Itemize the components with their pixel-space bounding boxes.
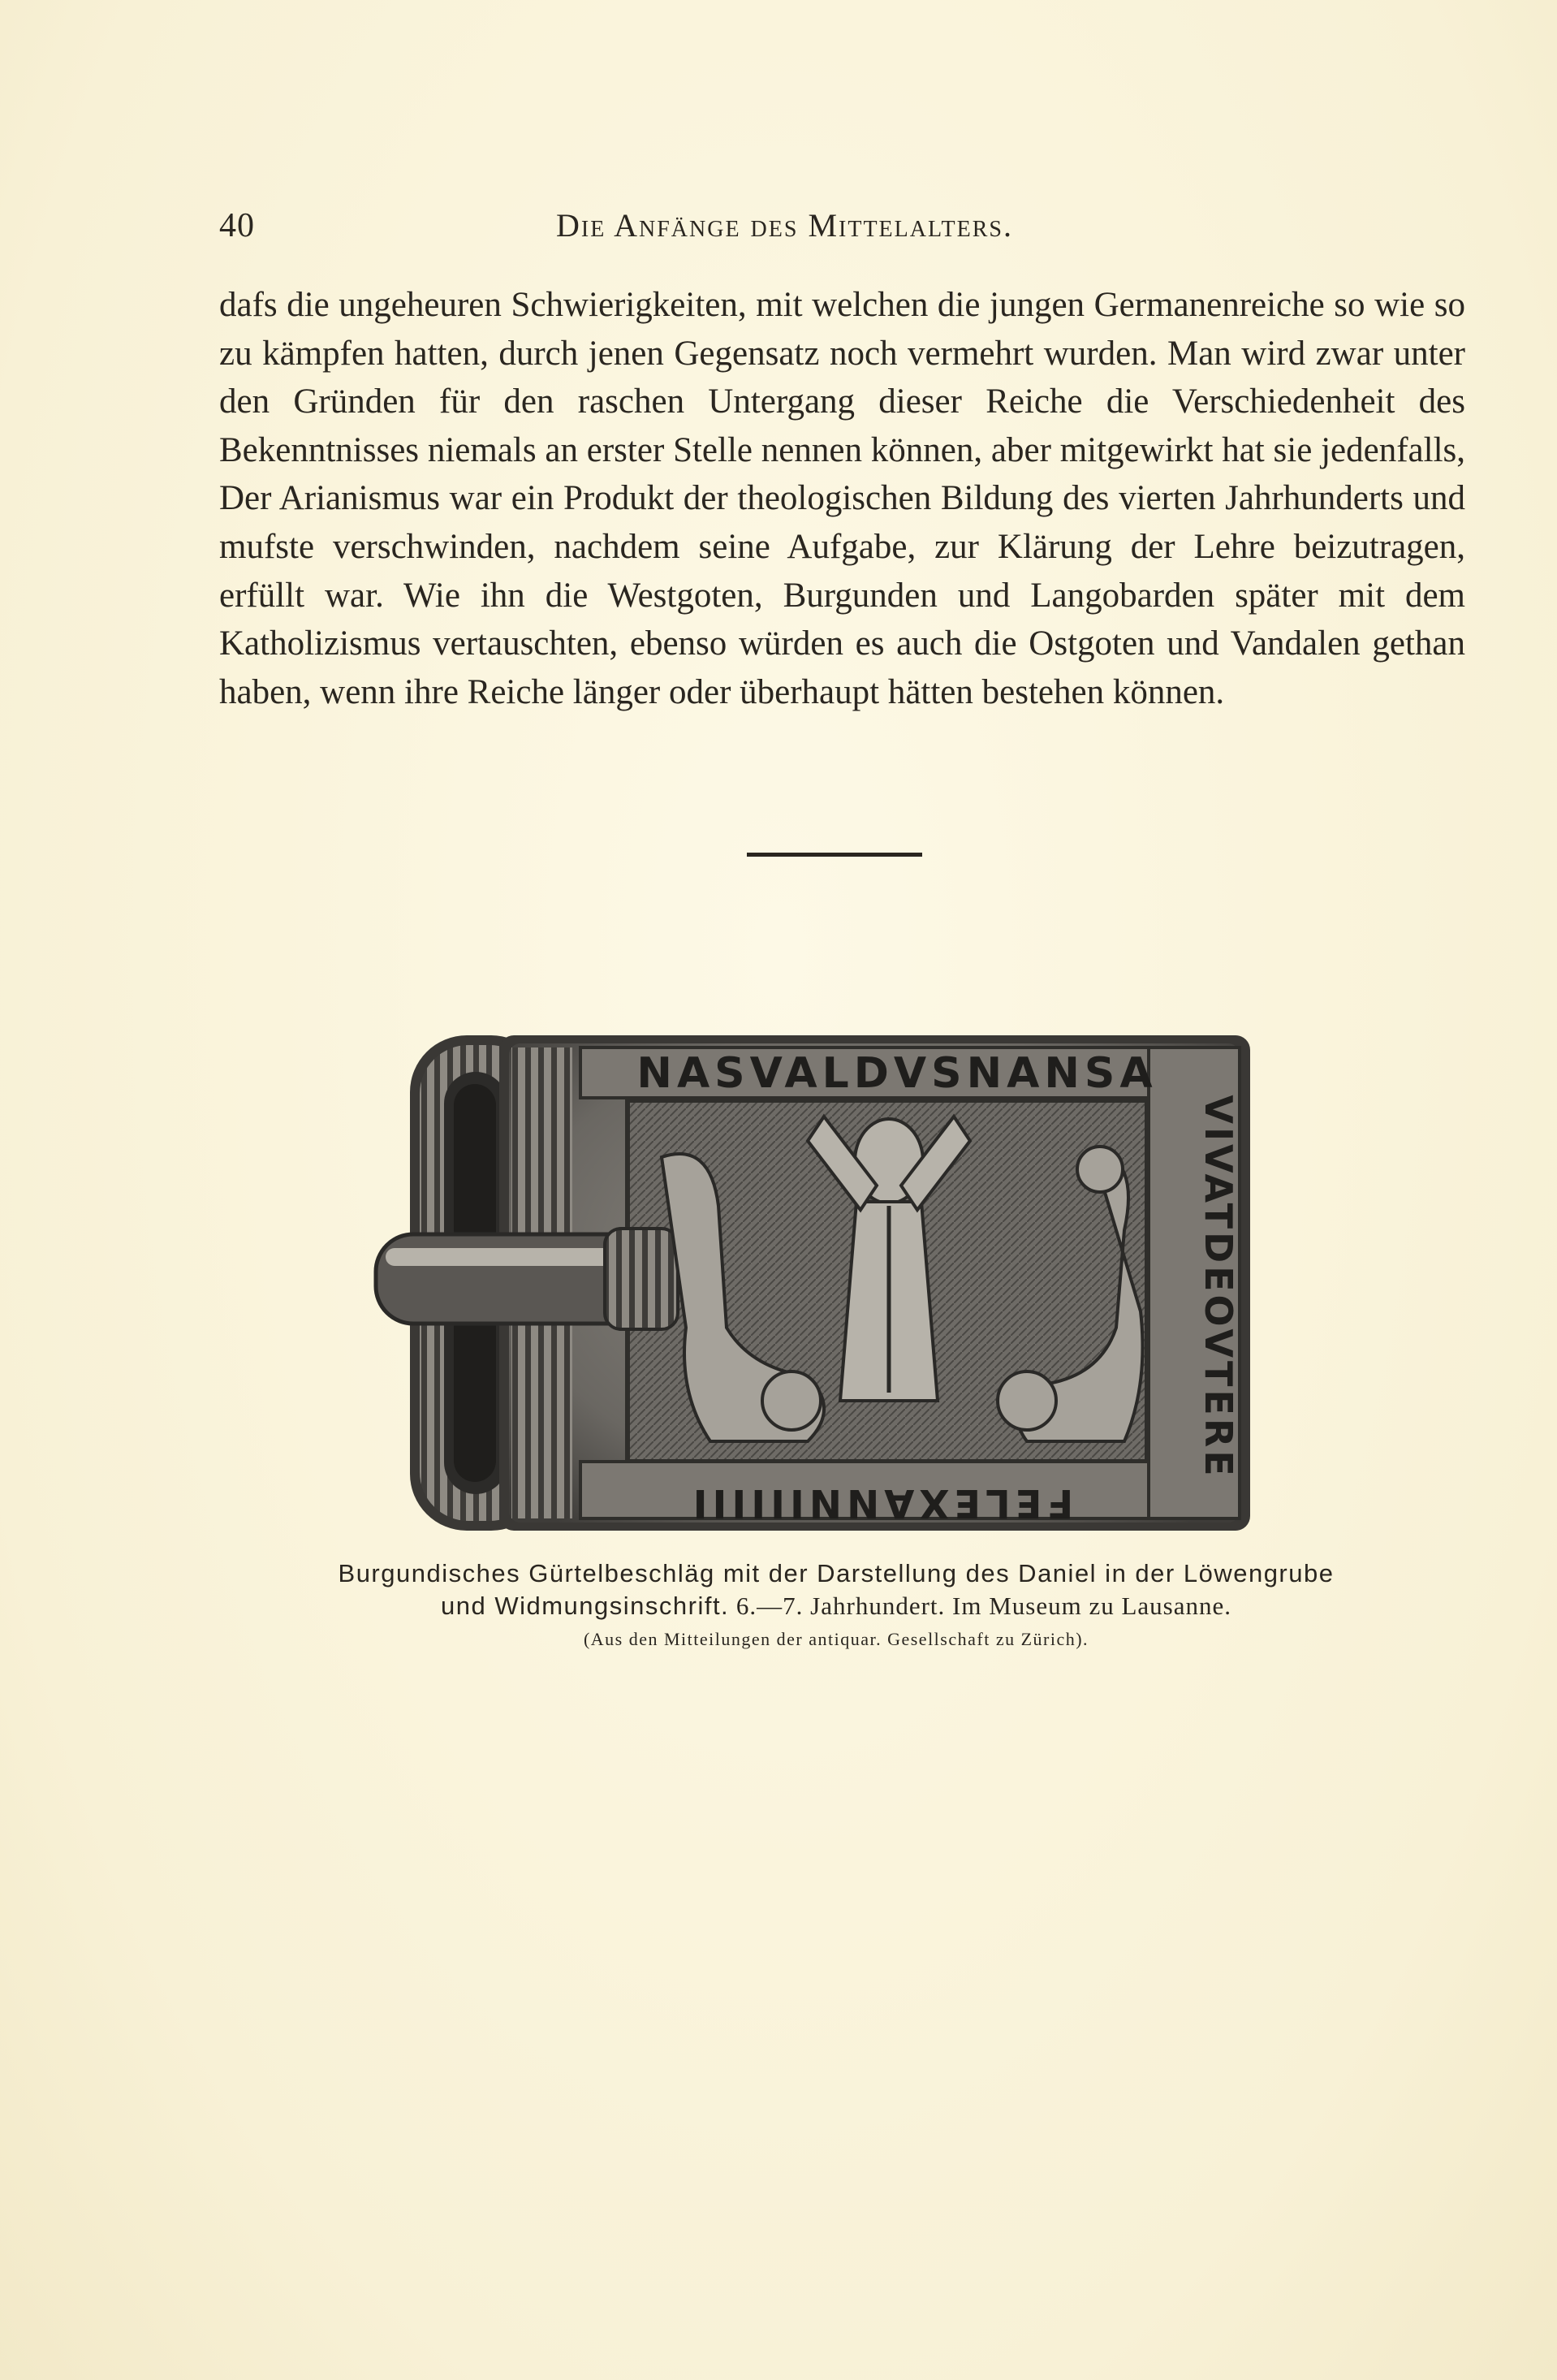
running-title: Die Anfänge des Mittelalters. [556,207,1013,244]
section-separator [747,853,922,857]
page-number: 40 [219,207,255,244]
figure-caption [244,1557,1429,1653]
belt-buckle-illustration [369,1019,1262,1539]
body-text [219,281,1465,716]
caption-source: (Aus den Mitteilungen der antiquar. Gesellschaft zu Zürich). [583,1629,1089,1649]
buckle-tongue [376,1229,678,1329]
caption-details [244,1590,1429,1622]
belt-buckle-figure [369,1019,1262,1539]
caption-details-serif: 6.—7. Jahrhundert. Im Museum zu Lausanne. [735,1592,1231,1620]
running-head [219,206,1469,255]
body-paragraph: dafs die ungeheuren Schwierigkeiten, mit welchen die jungen Germanenreiche so wie so zu kämpfen hatten, durch jenen Gegensatz noch vermehrt wurden. Man wird zwar unter den Gründen für den raschen Untergang dieser Reiche die Verschiedenheit des Bekenntnisses niemals an erster Stelle nennen können, aber mitgewirkt hat sie jedenfalls, Der Arianismus war ein Produkt der theologischen Bildung des vierten Jahrhunderts und mufste verschwinden, nachdem seine Aufgabe, zur Klärung der Lehre beizutragen, erfüllt war. Wie ihn die Westgoten, Burgunden und Langobarden später mit dem Katholizismus vertauschten, ebenso würden es auch die Ostgoten und Vandalen gethan haben, wenn ihre Reiche länger oder überhaupt hätten bestehen können. [219,286,1465,711]
caption-details-sans: und Widmungsinschrift. [440,1592,730,1620]
inscription-right: VIVATDEOVTERE [1197,1095,1240,1479]
caption-title: Burgundisches Gürtelbeschläg mit der Darstellung des Daniel in der Löwengrube [338,1559,1335,1587]
inscription-top: NASVALDVSNANSA [636,1049,1158,1098]
inscription-bottom: FELEXANNIIIIII [688,1480,1074,1526]
